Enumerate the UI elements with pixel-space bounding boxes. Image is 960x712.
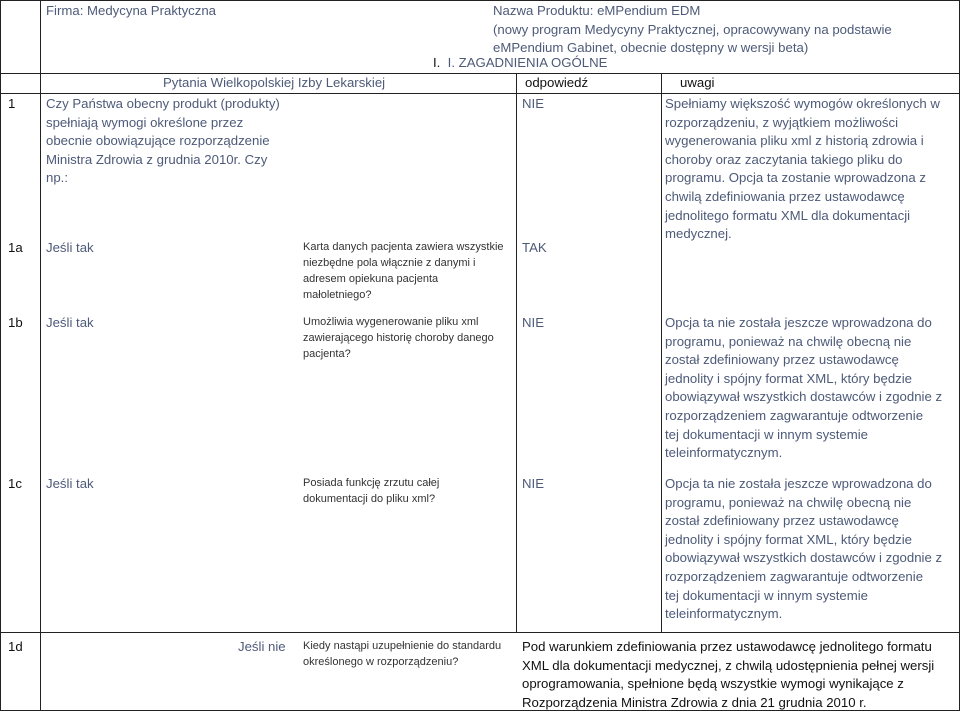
remark-line: rozporządzeniu, z wyjątkiem możliwości (665, 114, 899, 130)
remark-line: obowiązywał wszystkich dostawców i zgodnie z (665, 389, 943, 405)
remark-line: choroby oraz zaczytania takiego pliku do (665, 151, 903, 167)
remark-line: jednolitego formatu XML dla dokumentacji (665, 207, 911, 223)
detail-line: Kiedy nastąpi uzupełnienie do standardu (303, 640, 502, 652)
detail-line: zawierającego historię choroby danego (303, 332, 494, 344)
remark-line: obowiązywał wszystkich dostawców i zgodnie z (665, 550, 943, 566)
question-line: spełniają wymogi określone przez (46, 114, 244, 130)
row-1b-answer: NIE (522, 315, 544, 330)
firm-name: Firma: Medycyna Praktyczna (46, 3, 217, 18)
left-border (0, 0, 1, 711)
row-1c-detail (303, 475, 513, 507)
remark-line: rozporządzeniem zagwarantuje odtworzenie (665, 407, 924, 423)
section-numeral: I. (433, 55, 441, 70)
table-top-border (0, 0, 960, 1)
question-line: np.: (46, 170, 68, 186)
column-header-answer: odpowiedź (525, 75, 589, 90)
column-header-remarks: uwagi (680, 75, 715, 90)
row-number: 1d (8, 639, 23, 654)
remark-line: został zdefiniowany przez ustawodawcę (665, 513, 899, 529)
header-divider (0, 73, 960, 74)
remark-line: programu, ponieważ na chwilę obecną nie (665, 494, 912, 510)
column-header-divider (0, 93, 960, 94)
row-1c-condition: Jeśli tak (46, 476, 94, 491)
remark-line: teleinformatycznym. (665, 606, 783, 622)
remark-line: Rozporządzenia Ministra Zdrowia z dnia 21 grudnia 2010 r. (522, 694, 867, 710)
row-1c-answer: NIE (522, 476, 544, 491)
row-1-question (46, 95, 306, 188)
detail-line: małoletniego? (303, 289, 372, 301)
answer-column-divider (516, 73, 517, 633)
row-1c-remark (665, 475, 957, 624)
row-1b-condition: Jeśli tak (46, 315, 94, 330)
row-1-answer: NIE (522, 96, 544, 111)
remark-line: Opcja ta nie została jeszcze wprowadzona do (665, 476, 932, 491)
detail-line: adresem opiekuna pacjenta (303, 273, 439, 285)
question-line: obecnie obowiązujące rozporządzenie (46, 133, 270, 149)
row-1b-detail (303, 314, 513, 362)
remark-line: Spełniamy większość wymogów określonych w (665, 96, 940, 111)
remark-line: medycznej. (665, 226, 732, 242)
row-1d-remark (522, 638, 958, 712)
detail-line: niezbędne pola włącznie z danymi i (303, 257, 476, 269)
remark-line: wygenerowania pliku xml z historią zdrowia i (665, 133, 924, 149)
row-number: 1 (8, 96, 16, 111)
row-1d-top-border (0, 632, 960, 633)
product-note-line: (nowy program Medycyny Praktycznej, opracowywany na podstawie (493, 21, 892, 37)
detail-line: określonego w rozporządzeniu? (303, 656, 459, 668)
remark-line: XML dla dokumentacji medycznej, z chwilą udostępnienia pełnej wersji (522, 657, 935, 673)
remark-line: jednolity i spójny format XML, który będzie (665, 531, 913, 547)
remark-line: Opcja ta nie została jeszcze wprowadzona do (665, 315, 932, 330)
product-note-line: eMPendium Gabinet, obecnie dostępny w wersji beta) (493, 40, 809, 56)
detail-line: Umożliwia wygenerowanie pliku xml (303, 316, 479, 328)
row-1b-remark (665, 314, 957, 463)
remark-line: tej dokumentacji w innym systemie (665, 426, 869, 442)
section-title (433, 54, 607, 73)
detail-line: Karta danych pacjenta zawiera wszystkie (303, 241, 504, 253)
question-line: Czy Państwa obecny produkt (produkty) (46, 96, 280, 111)
detail-line: pacjenta? (303, 348, 351, 360)
remarks-column-divider (661, 73, 662, 633)
row-number: 1c (8, 476, 22, 491)
remark-line: chwilą zdefiniowania przez ustawodawcę (665, 188, 905, 204)
row-1a-condition: Jeśli tak (46, 240, 94, 255)
row-number: 1b (8, 315, 23, 330)
column-header-questions: Pytania Wielkopolskiej Izby Lekarskiej (163, 75, 386, 90)
remark-line: programu, ponieważ na chwilę obecną nie (665, 333, 912, 349)
product-title: Nazwa Produktu: eMPendium EDM (493, 3, 701, 18)
remark-line: programu. Opcja ta zostanie wprowadzona z (665, 170, 926, 186)
row-1a-detail (303, 239, 513, 303)
remark-line: teleinformatycznym. (665, 445, 783, 461)
product-name (493, 2, 892, 58)
remark-line: Pod warunkiem zdefiniowania przez ustawodawcę jednolitego formatu (522, 639, 932, 654)
row-number: 1a (8, 240, 23, 255)
remark-line: oprogramowania, spełnione będą wszystkie wymogi wynikające z (522, 676, 904, 692)
remark-line: jednolity i spójny format XML, który będzie (665, 370, 913, 386)
remark-line: został zdefiniowany przez ustawodawcę (665, 352, 899, 368)
row-1d-condition: Jeśli nie (238, 639, 286, 654)
row-1d-detail (303, 638, 513, 670)
detail-line: dokumentacji do pliku xml? (303, 493, 436, 505)
remark-line: rozporządzeniem zagwarantuje odtworzenie (665, 568, 924, 584)
section-title-text: I. ZAGADNIENIA OGÓLNE (447, 55, 608, 70)
number-column-divider (40, 0, 41, 711)
remark-line: tej dokumentacji w innym systemie (665, 587, 869, 603)
row-1-remark (665, 95, 957, 244)
question-line: Ministra Zdrowia z grudnia 2010r. Czy (46, 151, 268, 167)
row-1a-answer: TAK (522, 240, 547, 255)
detail-line: Posiada funkcję zrzutu całej (303, 477, 440, 489)
